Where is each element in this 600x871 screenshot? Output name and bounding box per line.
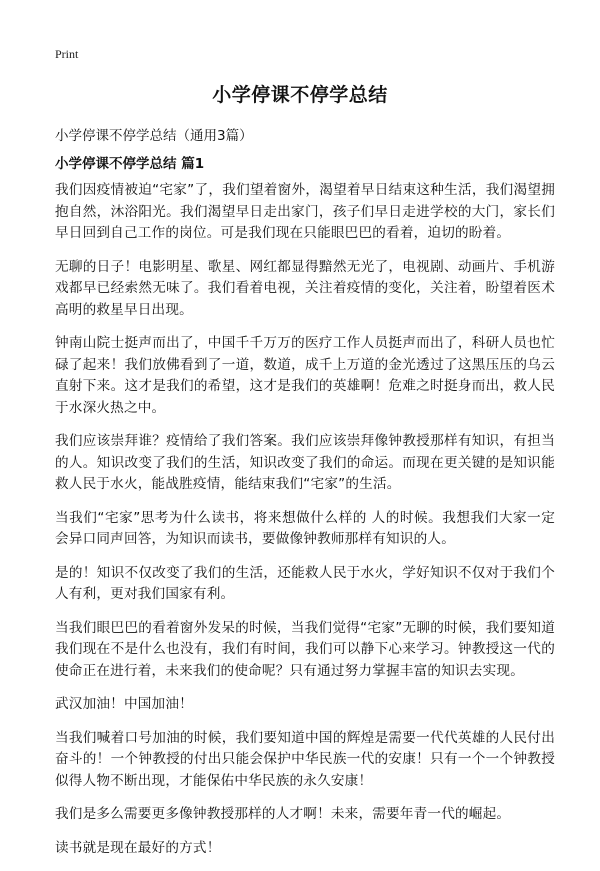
section-heading: 小学停课不停学总结 篇1 <box>55 156 205 172</box>
article-body <box>55 180 555 871</box>
paragraph-3: 钟南山院士挺声而出了，中国千千万万的医疗工作人员挺声而出了，科研人员也忙碌了起来！我们放佛看到了一道，数道，成千上万道的金光透过了这黑压压的乌云直射下来。这才是我们的希望，这才是我们的英雄啊！危难之时挺身而出，救人民于水深火热之中。 <box>55 335 555 416</box>
paragraph-1: 我们因疫情被迫“宅家”了，我们望着窗外，渴望着早日结束这种生活，我们渴望拥抱自然，沐浴阳光。我们渴望早日走出家门，孩子们早日走进学校的大门，家长们早日回到自己工作的岗位。可是我们现在只能眼巴巴的看着，迫切的盼着。 <box>55 182 555 241</box>
paragraph-11: 读书就是现在最好的方式！ <box>55 839 221 856</box>
paragraph-7: 当我们眼巴巴的看着窗外发呆的时候，当我们觉得“宅家”无聊的时候，我们要知道我们现在不是什么也没有，我们有时间，我们可以静下心来学习。钟教授这一代的使命正在进行着，未来我们的使命呢？只有通过努力掌握丰富的知识去实现。 <box>55 619 555 679</box>
document-title: 小学停课不停学总结 <box>212 84 388 106</box>
paragraph-9: 当我们喊着口号加油的时候，我们要知道中国的辉煌是需要一代代英雄的人民付出奋斗的！一个钟教授的付出只能会保护中华民族一代的安康！只有一个一个钟教授似得人物不断出现，才能保佑中华民族的永久安康！ <box>55 729 555 789</box>
paragraph-6: 是的！知识不仅改变了我们的生活，还能救人民于水火，学好知识不仅对于我们个人有利，更对我们国家有利。 <box>55 564 555 602</box>
paragraph-8: 武汉加油！中国加油！ <box>55 696 193 712</box>
document-subtitle: 小学停课不停学总结（通用3篇） <box>55 128 253 144</box>
paragraph-2: 无聊的日子！电影明星、歌星、网红都显得黯然无光了，电视剧、动画片、手机游戏都早已经索然无味了。我们看着电视，关注着疫情的变化，关注着，盼望着医术高明的救星早日出现。 <box>55 258 555 318</box>
paragraph-5: 当我们“宅家”思考为什么读书，将来想做什么样的 人的时候。我想我们大家一定会异口同声回答，为知识而读书，要做像钟教师那样有知识的人。 <box>55 509 555 547</box>
print-label: Print <box>55 47 79 61</box>
paragraph-4: 我们应该崇拜谁？疫情给了我们答案。我们应该崇拜像钟教授那样有知识，有担当的人。知识改变了我们的生活，知识改变了我们的命运。而现在更关键的是知识能救人民于水火，能战胜疫情，能结束我们“宅家”的生活。 <box>55 433 555 492</box>
paragraph-10: 我们是多么需要更多像钟教授那样的人才啊！未来，需要年青一代的崛起。 <box>55 806 511 822</box>
